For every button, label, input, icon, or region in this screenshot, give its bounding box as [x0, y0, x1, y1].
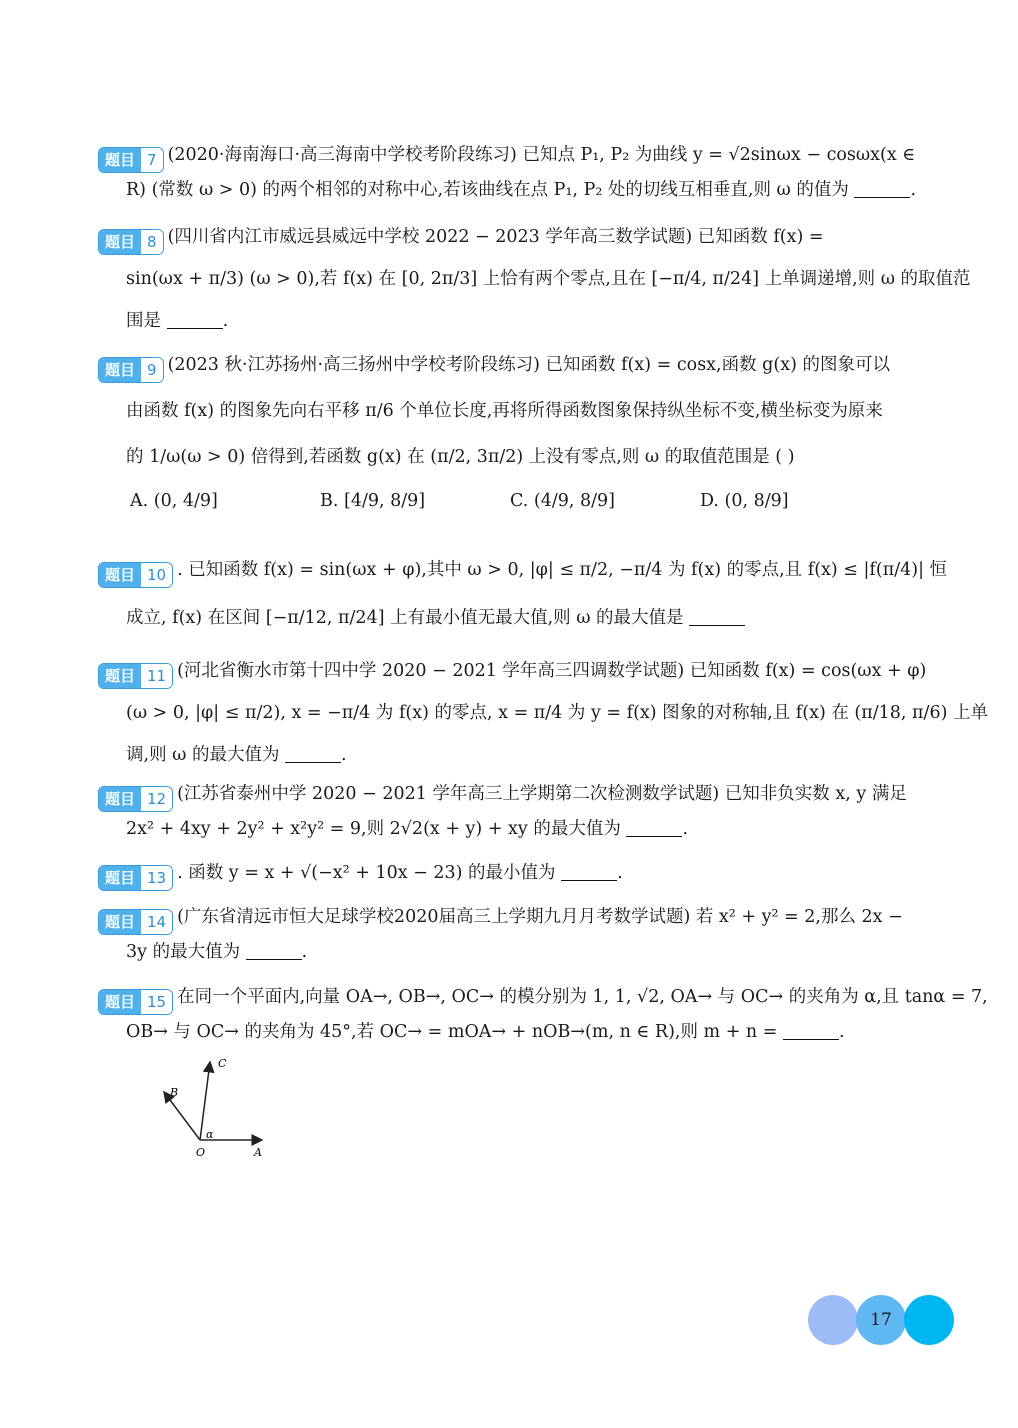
answer-blank: [246, 958, 302, 960]
question-text: 3y 的最大值为: [126, 942, 241, 962]
question-text: 的 1/ω(ω > 0) 倍得到,若函数 g(x) 在 (π/2, 3π/2) 上没有零点,则 ω 的取值范围是 ( ): [126, 447, 795, 467]
question-text: 2x² + 4xy + 2y² + x²y² = 9,则 2√2(x + y) + xy 的最大值为: [126, 819, 621, 839]
question-tag: 题目 13: [98, 865, 173, 891]
question-text: 成立, f(x) 在区间 [−π/12, π/24] 上有最小值无最大值,则 ω 的最大值是: [126, 608, 684, 628]
question-10: [98, 546, 948, 642]
vector-diagram: [150, 1050, 280, 1164]
question-text: (河北省衡水市第十四中学 2020 − 2021 学年高三四调数学试题) 已知函数 f(x) = cos(ωx + φ): [177, 661, 927, 681]
question-15: 题目 15 在同一个平面内,向量 OA→, OB→, OC→ 的模分别为 1, 1, √2, OA→ 与 OC→ 的夹角为 α,且 tanα = 7, OB→ 与 OC→ 的夹角为 45°,若 OC→ = mOA→ + nOB→(m, n ∈ R),则 m + n = .: [98, 980, 918, 1049]
question-11: 题目 11 (河北省衡水市第十四中学 2020 − 2021 学年高三四调数学试题) 已知函数 f(x) = cos(ωx + φ) (ω > 0, |φ| ≤ π/2), x = −π/4 为 f(x) 的零点, x = π/4 为 y = f(x) 图象的对称轴,且 f(x) 在 (π/18, π/6) 上单 调,则 ω 的最大值为 .: [98, 650, 918, 776]
question-text: (四川省内江市威远县威远中学校 2022 − 2023 学年高三数学试题) 已知函数 f(x) =: [167, 227, 824, 247]
question-tag: 题目 10: [98, 562, 173, 588]
question-text: (ω > 0, |φ| ≤ π/2), x = −π/4 为 f(x) 的零点, x = π/4 为 y = f(x) 图象的对称轴,且 f(x) 在 (π/18, π/6) 上单: [126, 703, 988, 723]
question-text: (2023 秋·江苏扬州·高三扬州中学校考阶段练习) 已知函数 f(x) = cosx,函数 g(x) 的图象可以: [167, 355, 890, 375]
answer-blank: [783, 1038, 839, 1040]
page-number: 17: [870, 1310, 892, 1330]
option-b[interactable]: B. [4/9, 8/9]: [320, 491, 426, 511]
question-13: 题目 13 . 函数 y = x + √(−x² + 10x − 23) 的最小值为 .: [98, 856, 918, 891]
question-text: 在同一个平面内,向量 OA→, OB→, OC→ 的模分别为 1, 1, √2, OA→ 与 OC→ 的夹角为 α,且 tanα = 7,: [177, 987, 988, 1007]
label-b: B: [170, 1086, 179, 1099]
answer-blank: [854, 196, 910, 198]
question-14: 题目 14 (广东省清远市恒大足球学校2020届高三上学期九月月考数学试题) 若 x² + y² = 2,那么 2x − 3y 的最大值为 .: [98, 900, 918, 969]
page-number-badge: [808, 1295, 958, 1347]
question-tag: 题目 15: [98, 989, 173, 1015]
question-text: . 已知函数 f(x) = sin(ωx + φ),其中 ω > 0, |φ| ≤ π/2, −π/4 为 f(x) 的零点,且 f(x) ≤ |f(π/4)| 恒: [177, 560, 948, 580]
option-d[interactable]: D. (0, 8/9]: [700, 491, 789, 511]
label-alpha: α: [206, 1128, 214, 1141]
question-text: 围是: [126, 311, 161, 331]
question-text: (江苏省泰州中学 2020 − 2021 学年高三上学期第二次检测数学试题) 已知非负实数 x, y 满足: [177, 784, 907, 804]
answer-blank: [626, 835, 682, 837]
label-o: O: [196, 1146, 206, 1159]
answer-blank: [561, 879, 617, 881]
question-text: 调,则 ω 的最大值为: [126, 745, 280, 765]
question-tag: 题目 14: [98, 909, 173, 935]
question-tag: 题目 12: [98, 786, 173, 812]
question-text: OB→ 与 OC→ 的夹角为 45°,若 OC→ = mOA→ + nOB→(m, n ∈ R),则 m + n =: [126, 1022, 778, 1042]
decor-circle: [904, 1295, 954, 1345]
question-text: 由函数 f(x) 的图象先向右平移 π/6 个单位长度,再将所得函数图象保持纵坐标不变,横坐标变为原来: [126, 401, 883, 421]
label-a: A: [254, 1146, 262, 1159]
question-tag: 题目 11: [98, 663, 173, 689]
label-c: C: [218, 1057, 227, 1070]
vector-ob: [164, 1092, 200, 1140]
question-text: (2020·海南海口·高三海南中学校考阶段练习) 已知点 P₁, P₂ 为曲线 y = √2sinωx − cosωx(x ∈: [167, 145, 916, 165]
question-tag: 题目 7: [98, 147, 164, 173]
answer-blank: [689, 624, 745, 626]
answer-blank: [167, 327, 223, 329]
vector-diagram-svg: [150, 1050, 280, 1160]
decor-circle: [808, 1295, 858, 1345]
question-tag: 题目 8: [98, 229, 164, 255]
question-9: [98, 342, 918, 480]
question-12: 题目 12 (江苏省泰州中学 2020 − 2021 学年高三上学期第二次检测数学试题) 已知非负实数 x, y 满足 2x² + 4xy + 2y² + x²y² = 9,则 2√2(x + y) + xy 的最大值为 .: [98, 777, 918, 846]
question-8: 题目 8 (四川省内江市威远县威远中学校 2022 − 2023 学年高三数学试题) 已知函数 f(x) = sin(ωx + π/3) (ω > 0),若 f(x) 在 [0, 2π/3] 上恰有两个零点,且在 [−π/4, π/24] 上单调递增,则 ω 的取值范 围是 .: [98, 216, 918, 342]
answer-blank: [285, 761, 341, 763]
question-text: sin(ωx + π/3) (ω > 0),若 f(x) 在 [0, 2π/3] 上恰有两个零点,且在 [−π/4, π/24] 上单调递增,则 ω 的取值范: [126, 269, 971, 289]
question-text: (广东省清远市恒大足球学校2020届高三上学期九月月考数学试题) 若 x² + y² = 2,那么 2x −: [177, 907, 903, 927]
question-text: . 函数 y = x + √(−x² + 10x − 23) 的最小值为: [177, 863, 556, 883]
option-a[interactable]: A. (0, 4/9]: [130, 491, 218, 511]
question-tag: 题目 9: [98, 357, 164, 383]
option-c[interactable]: C. (4/9, 8/9]: [510, 491, 615, 511]
question-7: 题目 7 (2020·海南海口·高三海南中学校考阶段练习) 已知点 P₁, P₂ 为曲线 y = √2sinωx − cosωx(x ∈ R) (常数 ω > 0) 的两个相邻的对称中心,若该曲线在点 P₁, P₂ 处的切线互相垂直,则 ω 的值为 .: [98, 138, 918, 207]
question-text: R) (常数 ω > 0) 的两个相邻的对称中心,若该曲线在点 P₁, P₂ 处的切线互相垂直,则 ω 的值为: [126, 180, 849, 200]
